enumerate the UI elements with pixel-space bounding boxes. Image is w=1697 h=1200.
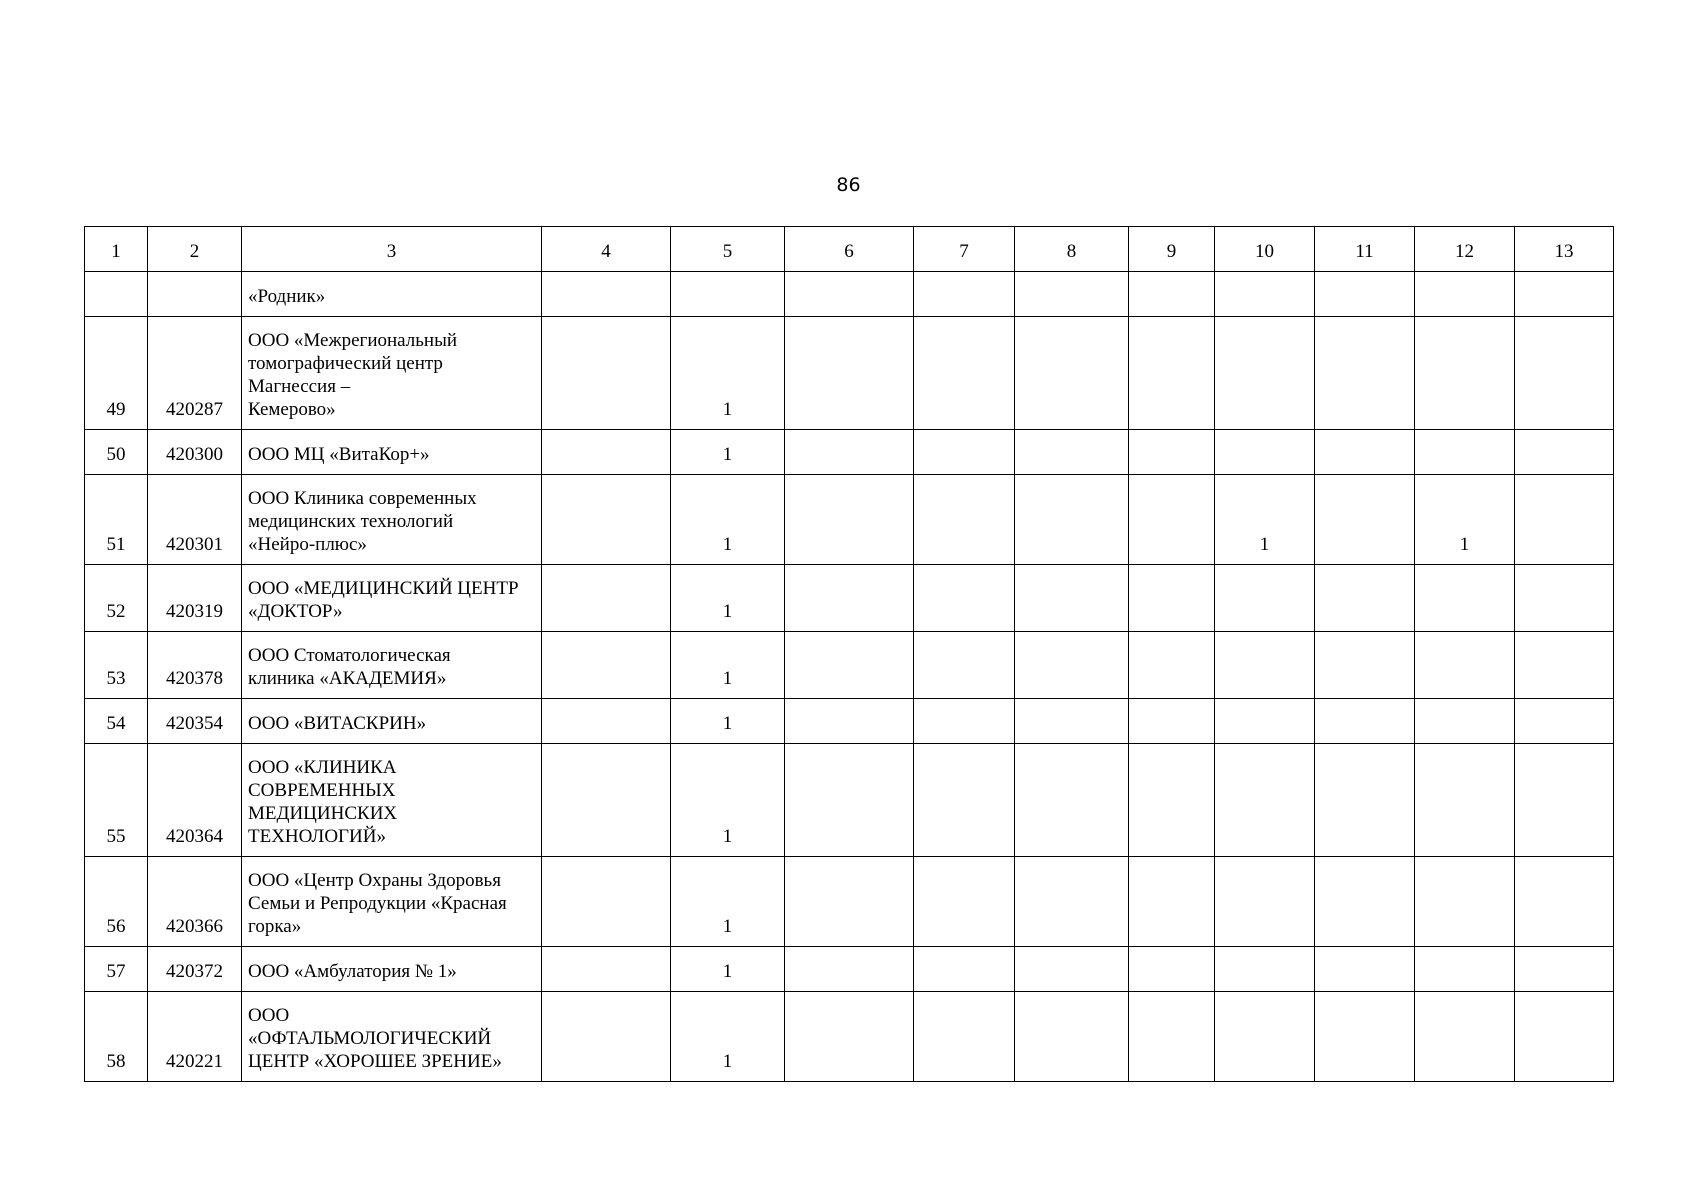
table-cell-col-4 bbox=[542, 272, 671, 317]
table-cell-col-6 bbox=[785, 947, 914, 992]
table-cell-col-2: 420287 bbox=[148, 317, 242, 430]
table-cell-col-8 bbox=[1015, 857, 1129, 947]
table-cell-col-8 bbox=[1015, 992, 1129, 1082]
table-cell-col-4 bbox=[542, 475, 671, 565]
table-cell-col-10 bbox=[1215, 632, 1315, 699]
table-cell-col-12 bbox=[1415, 272, 1515, 317]
column-header-2: 2 bbox=[148, 227, 242, 272]
table-cell-col-13 bbox=[1515, 317, 1614, 430]
table-cell-col-2: 420300 bbox=[148, 430, 242, 475]
table-cell-col-4 bbox=[542, 430, 671, 475]
column-header-12: 12 bbox=[1415, 227, 1515, 272]
table-cell-col-4 bbox=[542, 632, 671, 699]
table-cell-col-12 bbox=[1415, 857, 1515, 947]
table-cell-col-8 bbox=[1015, 699, 1129, 744]
table-row bbox=[85, 475, 1614, 565]
table-cell-col-2: 420354 bbox=[148, 699, 242, 744]
table-cell-col-1: 51 bbox=[85, 475, 148, 565]
table-cell-col-13 bbox=[1515, 475, 1614, 565]
table-cell-col-10 bbox=[1215, 430, 1315, 475]
table-cell-col-9 bbox=[1129, 317, 1215, 430]
table-cell-col-4 bbox=[542, 947, 671, 992]
table-cell-col-2: 420364 bbox=[148, 744, 242, 857]
page-number: 86 bbox=[836, 174, 861, 196]
table-cell-col-13 bbox=[1515, 992, 1614, 1082]
table-cell-col-11 bbox=[1315, 992, 1415, 1082]
table-cell-col-9 bbox=[1129, 565, 1215, 632]
table-cell-col-4 bbox=[542, 857, 671, 947]
column-header-7: 7 bbox=[914, 227, 1015, 272]
table-cell-col-11 bbox=[1315, 744, 1415, 857]
table-cell-col-12 bbox=[1415, 430, 1515, 475]
table-cell-col-7 bbox=[914, 565, 1015, 632]
table-cell-col-2: 420319 bbox=[148, 565, 242, 632]
table-cell-col-6 bbox=[785, 475, 914, 565]
table-cell-col-11 bbox=[1315, 475, 1415, 565]
table-cell-col-10 bbox=[1215, 699, 1315, 744]
column-header-9: 9 bbox=[1129, 227, 1215, 272]
column-header-13: 13 bbox=[1515, 227, 1614, 272]
table-cell-col-2: 420221 bbox=[148, 992, 242, 1082]
table-cell-col-12 bbox=[1415, 699, 1515, 744]
table-cell-col-1: 54 bbox=[85, 699, 148, 744]
organization-name-cell: «Родник» bbox=[242, 272, 542, 317]
table-cell-col-12 bbox=[1415, 565, 1515, 632]
table-cell-col-11 bbox=[1315, 317, 1415, 430]
table-cell-col-12 bbox=[1415, 992, 1515, 1082]
organization-name-cell: ООО Клиника современных медицинских технологий «Нейро-плюс» bbox=[242, 475, 542, 565]
column-header-11: 11 bbox=[1315, 227, 1415, 272]
table-cell-col-7 bbox=[914, 317, 1015, 430]
table-cell-col-4 bbox=[542, 992, 671, 1082]
table-cell-col-12 bbox=[1415, 632, 1515, 699]
table-cell-col-1: 53 bbox=[85, 632, 148, 699]
organization-name-cell: ООО «КЛИНИКА СОВРЕМЕННЫХ МЕДИЦИНСКИХ ТЕХНОЛОГИЙ» bbox=[242, 744, 542, 857]
table-cell-col-2: 420378 bbox=[148, 632, 242, 699]
column-header-1: 1 bbox=[85, 227, 148, 272]
table-row bbox=[85, 699, 1614, 744]
table-cell-col-8 bbox=[1015, 272, 1129, 317]
table-cell-col-1: 50 bbox=[85, 430, 148, 475]
table-cell-col-10 bbox=[1215, 317, 1315, 430]
table-cell-col-13 bbox=[1515, 565, 1614, 632]
table-row bbox=[85, 430, 1614, 475]
table-row bbox=[85, 565, 1614, 632]
table-cell-col-6 bbox=[785, 565, 914, 632]
table-row bbox=[85, 744, 1614, 857]
table-cell-col-1: 58 bbox=[85, 992, 148, 1082]
table-cell-col-7 bbox=[914, 992, 1015, 1082]
table-cell-col-7 bbox=[914, 632, 1015, 699]
table-cell-col-6 bbox=[785, 430, 914, 475]
table-cell-col-13 bbox=[1515, 272, 1614, 317]
table-cell-col-9 bbox=[1129, 992, 1215, 1082]
table-cell-col-1: 49 bbox=[85, 317, 148, 430]
table-cell-col-7 bbox=[914, 744, 1015, 857]
table-cell-col-8 bbox=[1015, 744, 1129, 857]
table-cell-col-10 bbox=[1215, 857, 1315, 947]
table-cell-col-11 bbox=[1315, 632, 1415, 699]
organization-name-cell: ООО Стоматологическая клиника «АКАДЕМИЯ» bbox=[242, 632, 542, 699]
organization-name-cell: ООО «Центр Охраны Здоровья Семьи и Репродукции «Красная горка» bbox=[242, 857, 542, 947]
table-cell-col-7 bbox=[914, 475, 1015, 565]
table-row bbox=[85, 272, 1614, 317]
table-cell-col-5: 1 bbox=[671, 565, 785, 632]
table-row bbox=[85, 947, 1614, 992]
table-cell-col-9 bbox=[1129, 947, 1215, 992]
table-cell-col-13 bbox=[1515, 857, 1614, 947]
table-cell-col-11 bbox=[1315, 857, 1415, 947]
table-cell-col-5 bbox=[671, 272, 785, 317]
column-header-6: 6 bbox=[785, 227, 914, 272]
table-cell-col-6 bbox=[785, 317, 914, 430]
table-cell-col-2 bbox=[148, 272, 242, 317]
table-cell-col-4 bbox=[542, 565, 671, 632]
table-cell-col-9 bbox=[1129, 632, 1215, 699]
table-cell-col-9 bbox=[1129, 699, 1215, 744]
table-cell-col-9 bbox=[1129, 475, 1215, 565]
table-cell-col-7 bbox=[914, 699, 1015, 744]
table-cell-col-11 bbox=[1315, 947, 1415, 992]
table-cell-col-10 bbox=[1215, 947, 1315, 992]
table-cell-col-7 bbox=[914, 947, 1015, 992]
organization-name-cell: ООО «ВИТАСКРИН» bbox=[242, 699, 542, 744]
table-cell-col-1 bbox=[85, 272, 148, 317]
column-header-10: 10 bbox=[1215, 227, 1315, 272]
table-cell-col-10: 1 bbox=[1215, 475, 1315, 565]
table-cell-col-4 bbox=[542, 317, 671, 430]
table-cell-col-9 bbox=[1129, 857, 1215, 947]
table-cell-col-12 bbox=[1415, 317, 1515, 430]
table-cell-col-13 bbox=[1515, 699, 1614, 744]
table-cell-col-8 bbox=[1015, 632, 1129, 699]
table-cell-col-1: 56 bbox=[85, 857, 148, 947]
table-row bbox=[85, 632, 1614, 699]
table-cell-col-1: 55 bbox=[85, 744, 148, 857]
table-cell-col-5: 1 bbox=[671, 430, 785, 475]
organization-name-cell: ООО МЦ «ВитаКор+» bbox=[242, 430, 542, 475]
table-cell-col-13 bbox=[1515, 430, 1614, 475]
table-row bbox=[85, 992, 1614, 1082]
table-cell-col-5: 1 bbox=[671, 699, 785, 744]
table-cell-col-1: 57 bbox=[85, 947, 148, 992]
table-cell-col-2: 420301 bbox=[148, 475, 242, 565]
table-cell-col-12 bbox=[1415, 947, 1515, 992]
table-cell-col-11 bbox=[1315, 272, 1415, 317]
table-cell-col-10 bbox=[1215, 992, 1315, 1082]
table-cell-col-8 bbox=[1015, 565, 1129, 632]
table-cell-col-5: 1 bbox=[671, 992, 785, 1082]
table-cell-col-1: 52 bbox=[85, 565, 148, 632]
column-header-4: 4 bbox=[542, 227, 671, 272]
organization-name-cell: ООО «ОФТАЛЬМОЛОГИЧЕСКИЙ ЦЕНТР «ХОРОШЕЕ ЗРЕНИЕ» bbox=[242, 992, 542, 1082]
table-cell-col-7 bbox=[914, 430, 1015, 475]
column-header-5: 5 bbox=[671, 227, 785, 272]
table-cell-col-12: 1 bbox=[1415, 475, 1515, 565]
table-cell-col-5: 1 bbox=[671, 947, 785, 992]
organization-name-cell: ООО «Амбулатория № 1» bbox=[242, 947, 542, 992]
table-cell-col-6 bbox=[785, 744, 914, 857]
table-cell-col-5: 1 bbox=[671, 317, 785, 430]
column-header-8: 8 bbox=[1015, 227, 1129, 272]
organization-name-cell: ООО «МЕДИЦИНСКИЙ ЦЕНТР «ДОКТОР» bbox=[242, 565, 542, 632]
data-table bbox=[84, 226, 1614, 1082]
table-cell-col-12 bbox=[1415, 744, 1515, 857]
table-cell-col-6 bbox=[785, 632, 914, 699]
table-cell-col-13 bbox=[1515, 632, 1614, 699]
table-cell-col-8 bbox=[1015, 430, 1129, 475]
table-cell-col-10 bbox=[1215, 565, 1315, 632]
table-cell-col-2: 420372 bbox=[148, 947, 242, 992]
table-cell-col-8 bbox=[1015, 947, 1129, 992]
organization-name-cell: ООО «Межрегиональный томографический центр Магнессия – Кемерово» bbox=[242, 317, 542, 430]
table-cell-col-6 bbox=[785, 857, 914, 947]
table-cell-col-5: 1 bbox=[671, 632, 785, 699]
table-cell-col-6 bbox=[785, 992, 914, 1082]
table-cell-col-7 bbox=[914, 272, 1015, 317]
table-cell-col-2: 420366 bbox=[148, 857, 242, 947]
table-cell-col-11 bbox=[1315, 430, 1415, 475]
table-row bbox=[85, 317, 1614, 430]
table-row bbox=[85, 857, 1614, 947]
table-cell-col-9 bbox=[1129, 430, 1215, 475]
table-cell-col-9 bbox=[1129, 744, 1215, 857]
table-body bbox=[85, 272, 1614, 1082]
table-cell-col-10 bbox=[1215, 272, 1315, 317]
table-cell-col-5: 1 bbox=[671, 475, 785, 565]
table-cell-col-8 bbox=[1015, 317, 1129, 430]
table-cell-col-5: 1 bbox=[671, 744, 785, 857]
table-cell-col-5: 1 bbox=[671, 857, 785, 947]
table-cell-col-13 bbox=[1515, 947, 1614, 992]
table-cell-col-6 bbox=[785, 272, 914, 317]
table-cell-col-8 bbox=[1015, 475, 1129, 565]
table-cell-col-11 bbox=[1315, 565, 1415, 632]
table-cell-col-9 bbox=[1129, 272, 1215, 317]
table-cell-col-4 bbox=[542, 744, 671, 857]
table-cell-col-13 bbox=[1515, 744, 1614, 857]
table-cell-col-10 bbox=[1215, 744, 1315, 857]
table-cell-col-7 bbox=[914, 857, 1015, 947]
column-header-3: 3 bbox=[242, 227, 542, 272]
table-cell-col-4 bbox=[542, 699, 671, 744]
header-row bbox=[85, 227, 1614, 272]
table-cell-col-11 bbox=[1315, 699, 1415, 744]
table-cell-col-6 bbox=[785, 699, 914, 744]
